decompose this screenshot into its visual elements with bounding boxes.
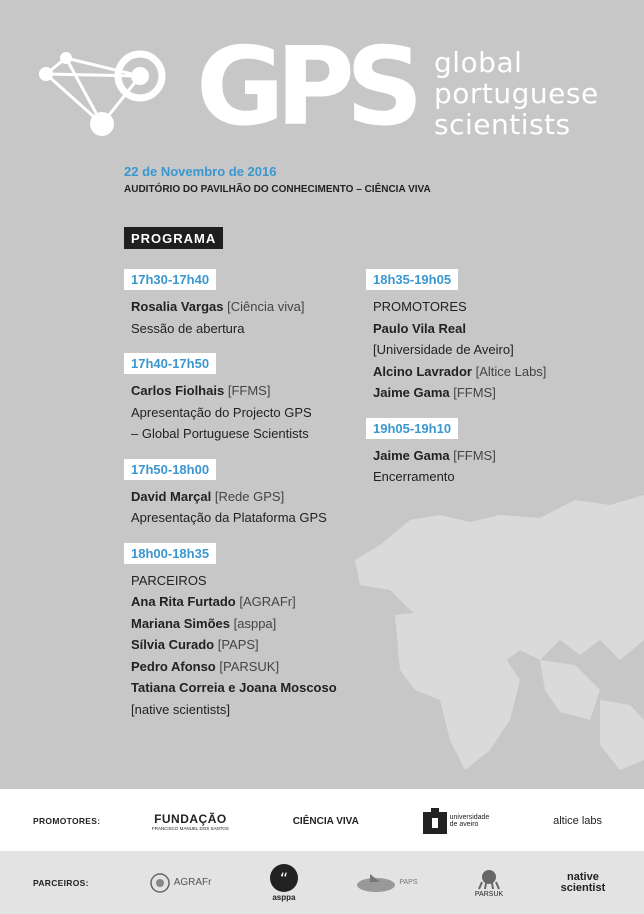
paps-logo — [356, 872, 417, 894]
speaker-line — [124, 634, 337, 656]
svg-text:“: “ — [279, 868, 289, 888]
session-time: 17h40-17h50 — [124, 353, 216, 374]
event-venue: AUDITÓRIO DO PAVILHÃO DO CONHECIMENTO – CIÊNCIA VIVA — [124, 184, 431, 195]
university-shield-icon — [423, 808, 447, 834]
program-column-left — [124, 269, 337, 734]
programa-heading: PROGRAMA — [124, 227, 223, 249]
ciencia-viva-logo — [293, 816, 359, 827]
native-scientist-logo — [561, 872, 606, 894]
session-title: – Global Portuguese Scientists — [131, 426, 309, 441]
parceiros-label: PARCEIROS: — [33, 877, 89, 888]
speaker-name: Pedro Afonso — [131, 658, 216, 674]
tagline-line: scientists — [434, 108, 571, 141]
parceiros-logos — [120, 864, 644, 902]
altice-labs-logo-text: altice labs — [553, 815, 603, 827]
promotores-logos — [120, 808, 644, 834]
speaker-affiliation: [FFMS] — [453, 447, 496, 463]
fundacao-logo-subtext: FRANCISCO MANUEL DOS SANTOS — [151, 825, 229, 831]
promotores-label: PROMOTORES: — [33, 816, 101, 826]
speaker-line — [366, 361, 546, 383]
speaker-affiliation: [FFMS] — [227, 383, 271, 398]
session-time: 18h00-18h35 — [124, 543, 216, 564]
speaker-name: Sílvia Curado — [131, 637, 215, 652]
paps-swoosh-icon — [356, 872, 396, 894]
group-label: PARCEIROS — [131, 572, 207, 588]
speaker-name: Jaime Gama — [373, 447, 450, 463]
session-title: Encerramento — [373, 469, 455, 484]
tagline-line: global — [434, 46, 523, 79]
asppa-logo-text: asppa — [272, 892, 296, 902]
speaker-affiliation: [Altice Labs] — [475, 363, 547, 379]
fundacao-logo-text: FUNDAÇÃO — [154, 811, 227, 826]
session-block — [124, 269, 337, 339]
altice-labs-logo — [553, 815, 602, 827]
fundacao-logo — [152, 812, 229, 831]
speaker-name: David Marçal — [131, 488, 212, 504]
session-block — [366, 269, 546, 404]
ciencia-viva-logo-text: CIÊNCIA VIVA — [292, 815, 359, 827]
speaker-line — [124, 486, 337, 508]
parceiros-band — [0, 851, 644, 914]
logo-tagline — [434, 47, 599, 140]
scientist-logo-text: scientist — [560, 881, 606, 894]
speaker-name: Tatiana Correia e Joana Moscoso — [131, 680, 337, 695]
session-time: 19h05-19h10 — [366, 418, 458, 439]
agrafr-logo — [149, 872, 212, 894]
speaker-name: Jaime Gama — [373, 385, 450, 400]
agrafr-emblem-icon — [149, 872, 171, 894]
promotores-band — [0, 791, 644, 851]
session-time: 17h50-18h00 — [124, 459, 216, 480]
speaker-name: Ana Rita Furtado — [131, 594, 236, 609]
speaker-name: Alcino Lavrador — [373, 363, 472, 379]
speaker-line — [366, 382, 546, 404]
speaker-line — [366, 445, 546, 467]
universidade-aveiro-logo — [423, 808, 490, 834]
parsuk-octopus-icon — [477, 868, 501, 890]
speaker-affiliation: [PARSUK] — [219, 658, 280, 674]
gps-logo-text: GPS — [196, 25, 415, 150]
speaker-line — [124, 677, 337, 699]
speaker-line — [124, 613, 337, 635]
speaker-affiliation: [FFMS] — [453, 385, 496, 400]
speaker-affiliation: [PAPS] — [217, 637, 259, 652]
speaker-line — [124, 591, 337, 613]
university-name — [450, 814, 490, 828]
session-time: 18h35-19h05 — [366, 269, 458, 290]
session-block — [124, 353, 337, 445]
speaker-affiliation: [asppa] — [233, 615, 277, 631]
parsuk-logo — [475, 868, 503, 898]
speaker-affiliation: [Rede GPS] — [214, 488, 285, 504]
paps-logo-text: PAPS — [399, 879, 418, 886]
speaker-line — [366, 318, 546, 340]
session-title: Apresentação do Projecto GPS — [131, 404, 312, 420]
session-block — [124, 543, 337, 721]
speaker-line — [124, 380, 337, 402]
speaker-affiliation: [Universidade de Aveiro] — [373, 342, 514, 357]
tagline-line: portuguese — [434, 77, 599, 110]
group-label: PROMOTORES — [373, 299, 467, 314]
speaker-name: Rosalia Vargas — [131, 299, 224, 314]
speaker-line — [124, 296, 337, 318]
program-column-right — [366, 269, 546, 502]
gps-network-logo-icon — [36, 46, 176, 138]
session-title: Sessão de abertura — [131, 320, 245, 336]
agrafr-logo-text: AGRAFr — [173, 877, 212, 888]
parsuk-logo-text: PARSUK — [474, 890, 504, 898]
session-block — [124, 459, 337, 529]
asppa-quote-icon — [269, 864, 299, 892]
university-name-line: de aveiro — [449, 821, 479, 828]
speaker-line — [124, 656, 337, 678]
university-name-line: universidade — [449, 814, 490, 821]
speaker-affiliation: [Ciência viva] — [227, 299, 305, 314]
speaker-name: Paulo Vila Real — [373, 320, 466, 336]
speaker-affiliation: [native scientists] — [131, 701, 230, 717]
speaker-name: Mariana Simões — [131, 615, 230, 631]
speaker-affiliation: [AGRAFr] — [239, 594, 296, 609]
asppa-logo — [269, 864, 299, 902]
session-time: 17h30-17h40 — [124, 269, 216, 290]
event-date: 22 de Novembro de 2016 — [124, 164, 277, 179]
session-block — [366, 418, 546, 488]
session-title: Apresentação da Plataforma GPS — [131, 510, 327, 525]
native-logo-text: native — [567, 870, 599, 883]
speaker-name: Carlos Fiolhais — [131, 383, 225, 398]
